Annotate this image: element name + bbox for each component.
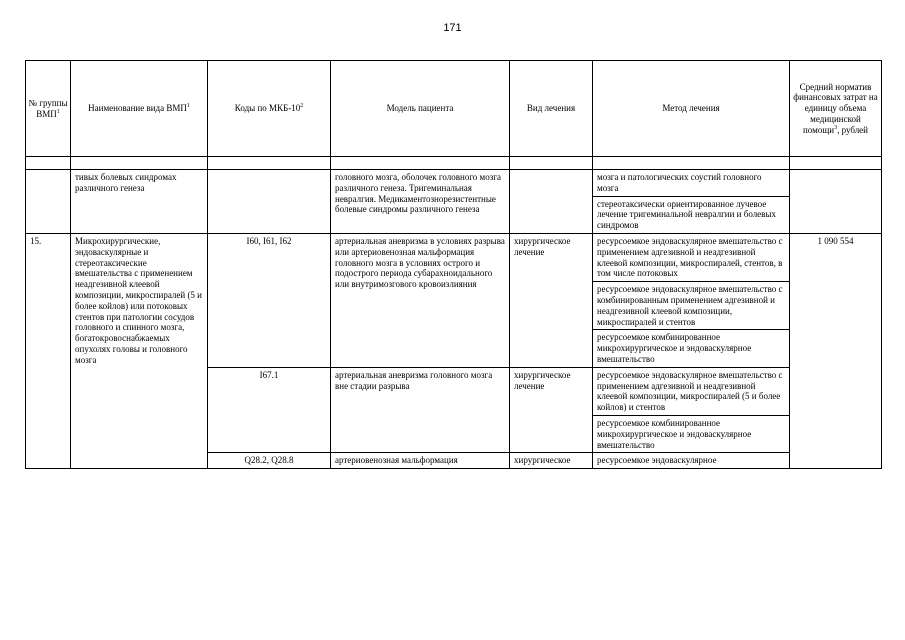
method-cell: стереотаксически ориентированное лучевое лечение тригеминальной невралгии и болевых синдромов bbox=[593, 196, 790, 233]
method-cell: ресурсоемкое комбинированное микрохирургическое и эндоваскулярное вмешательство bbox=[593, 415, 790, 452]
table-header-row bbox=[26, 61, 882, 157]
treatment-type-cell: хирургическое лечение bbox=[510, 367, 593, 453]
column-number-row bbox=[26, 157, 882, 170]
method-cell: ресурсоемкое эндоваскулярное вмешательство с применением адгезивной и неадгезивной клеевой композиции, микроспиралей, стентов, в том числе потоковых bbox=[593, 233, 790, 281]
icd-codes-cell: Q28.2, Q28.8 bbox=[208, 453, 331, 469]
header-vmp-name: Наименование вида ВМП$^1$ bbox=[71, 61, 208, 157]
table-row bbox=[26, 233, 882, 281]
treatment-type-cell: хирургическое лечение bbox=[510, 233, 593, 367]
method-cell: ресурсоемкое эндоваскулярное bbox=[593, 453, 790, 469]
header-treatment-method: Метод лечения bbox=[593, 61, 790, 157]
patient-model-cell: артериальная аневризма головного мозга вне стадии разрыва bbox=[331, 367, 510, 453]
table-row bbox=[26, 170, 882, 197]
method-cell: ресурсоемкое эндоваскулярное вмешательство с применением адгезивной и неадгезивной клеевой композиции, микроспиралей (5 и более койлов) и стентов bbox=[593, 367, 790, 415]
icd-codes-cell: I60, I61, I62 bbox=[208, 233, 331, 367]
method-cell: ресурсоемкое комбинированное микрохирургическое и эндоваскулярное вмешательство bbox=[593, 330, 790, 367]
page-number: 171 bbox=[443, 22, 462, 34]
patient-model-cell: артериовенозная мальформация bbox=[331, 453, 510, 469]
vmp-name-cell: тивых болевых синдромах различного генеза bbox=[71, 170, 208, 234]
header-cost: Средний норматив финансовых затрат на единицу объема медицинской помощи$^3$, рублей bbox=[790, 61, 882, 157]
method-cell: ресурсоемкое эндоваскулярное вмешательство с комбинированным применением адгезивной и неадгезивной клеевой композиции, микроспиралей и стентов bbox=[593, 282, 790, 330]
icd-codes-cell: I67.1 bbox=[208, 367, 331, 453]
header-group-number: № группы ВМП$^1$ bbox=[26, 61, 71, 157]
header-patient-model: Модель пациента bbox=[331, 61, 510, 157]
patient-model-cell: головного мозга, оболочек головного мозга различного генеза. Тригеминальная невралгия. Медикаментознорезистентные болевые синдромы различного генеза bbox=[331, 170, 510, 234]
group-number-cell: 15. bbox=[26, 233, 71, 468]
patient-model-cell: артериальная аневризма в условиях разрыва или артериовенозная мальформация головного мозга в условиях острого и подострого периода субарахноидального или внутримозгового кровоизлияния bbox=[331, 233, 510, 367]
vmp-name-cell: Микрохирургические, эндоваскулярные и стереотаксические вмешательства с применением неадгезивной клеевой композиции, микроспиралей (5 и более койлов) или потоковых стентов при патологии сосудов головного и спинного мозга, богатокровоснабжаемых опухолях головы и головного мозга bbox=[71, 233, 208, 468]
header-icd-codes: Коды по МКБ-$10^2$ bbox=[208, 61, 331, 157]
vmp-table bbox=[25, 60, 882, 469]
method-cell: мозга и патологических соустий головного мозга bbox=[593, 170, 790, 197]
header-treatment-type: Вид лечения bbox=[510, 61, 593, 157]
cost-cell: 1 090 554 bbox=[790, 233, 882, 468]
treatment-type-cell: хирургическое bbox=[510, 453, 593, 469]
